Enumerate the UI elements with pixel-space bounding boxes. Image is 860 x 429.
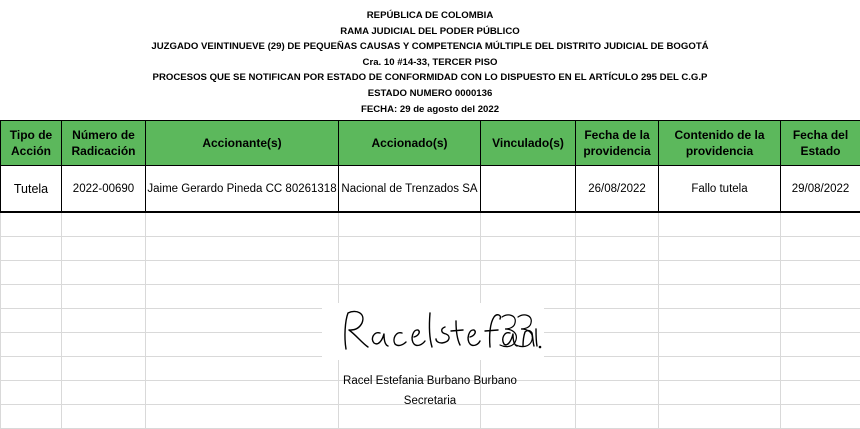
cell-fecha-estado: 29/08/2022	[781, 166, 860, 213]
document-header	[0, 8, 860, 117]
column-header-accionantes: Accionante(s)	[146, 121, 339, 166]
column-header-fecha-providencia: Fecha de la providencia	[576, 121, 659, 166]
header-address: Cra. 10 #14-33, TERCER PISO	[0, 55, 860, 71]
header-country: REPÚBLICA DE COLOMBIA	[0, 8, 860, 24]
empty-row	[1, 212, 860, 237]
signature-dot	[539, 346, 542, 349]
signature-drawing	[322, 303, 544, 360]
signature-image	[322, 303, 544, 360]
header-court: JUZGADO VEINTINUEVE (29) DE PEQUEÑAS CAUSAS Y COMPETENCIA MÚLTIPLE DEL DISTRITO JUDICIAL DE BOGOTÁ	[0, 39, 860, 55]
signature-block	[0, 371, 860, 411]
signer-name: Racel Estefania Burbano Burbano	[0, 371, 860, 391]
header-state-number: ESTADO NUMERO 0000136	[0, 86, 860, 102]
empty-row	[1, 261, 860, 285]
header-notice: PROCESOS QUE SE NOTIFICAN POR ESTADO DE CONFORMIDAD CON LO DISPUESTO EN EL ARTÍCULO 295 DEL C.G.P	[0, 70, 860, 86]
column-header-numero-radicacion: Número de Radicación	[62, 121, 146, 166]
cell-numero-radicacion: 2022-00690	[62, 166, 146, 213]
column-header-contenido-providencia: Contenido de la providencia	[659, 121, 781, 166]
cell-accionado: Nacional de Trenzados SA	[339, 166, 481, 213]
column-header-accionados: Accionado(s)	[339, 121, 481, 166]
column-header-tipo-accion: Tipo de Acción	[1, 121, 62, 166]
table-row	[1, 166, 860, 213]
empty-row	[1, 237, 860, 261]
table-header-row	[1, 121, 860, 166]
cell-tipo-accion: Tutela	[1, 166, 62, 213]
cell-fecha-providencia: 26/08/2022	[576, 166, 659, 213]
column-header-vinculados: Vinculado(s)	[481, 121, 576, 166]
cell-accionante: Jaime Gerardo Pineda CC 80261318	[146, 166, 339, 213]
header-date: FECHA: 29 de agosto del 2022	[0, 102, 860, 118]
cell-contenido-providencia: Fallo tutela	[659, 166, 781, 213]
header-branch: RAMA JUDICIAL DEL PODER PÚBLICO	[0, 24, 860, 40]
signer-title: Secretaria	[0, 391, 860, 411]
column-header-fecha-estado: Fecha del Estado	[781, 121, 860, 166]
cell-vinculado	[481, 166, 576, 213]
